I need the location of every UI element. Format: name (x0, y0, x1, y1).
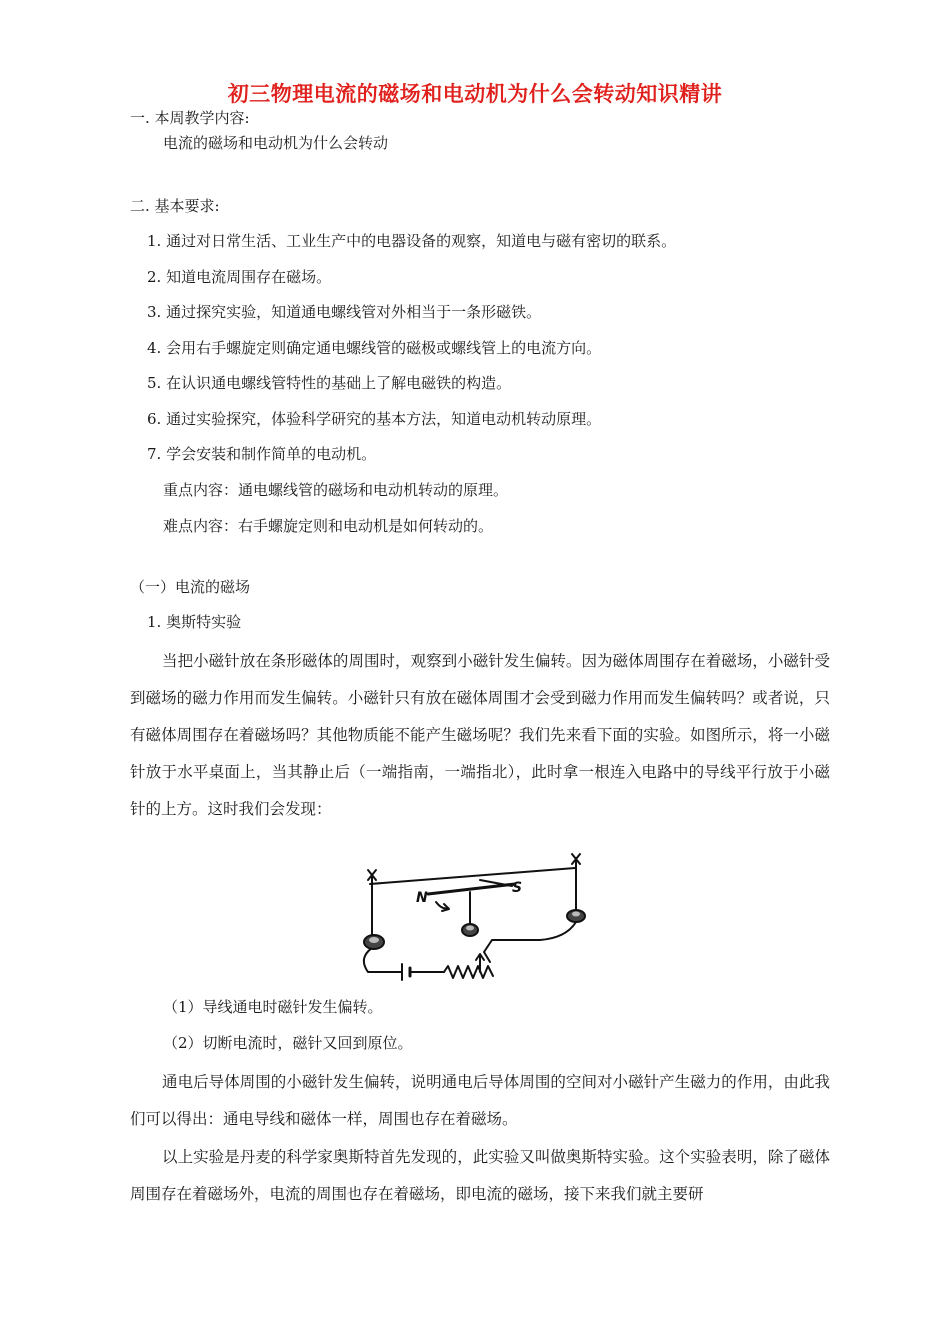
requirement-item-5: 5. 在认识通电螺线管特性的基础上了解电磁铁的构造。 (147, 374, 512, 392)
section-heading-requirements: 二. 基本要求: (130, 197, 220, 215)
bottom-right-wire (484, 922, 576, 962)
requirement-item-1: 1. 通过对日常生活、工业生产中的电器设备的观察，知道电与磁有密切的联系。 (147, 232, 677, 250)
requirement-item-4: 4. 会用右手螺旋定则确定通电螺线管的磁极或螺线管上的电流方向。 (147, 339, 602, 357)
label-south: S (512, 880, 523, 896)
observation-1: （1）导线通电时磁针发生偏转。 (163, 998, 383, 1016)
sub-heading-oersted-experiment: 1. 奥斯特实验 (147, 613, 242, 631)
key-point-text: 重点内容：通电螺线管的磁场和电动机转动的原理。 (163, 481, 509, 499)
label-north: N (416, 890, 428, 906)
oersted-experiment-diagram (340, 840, 600, 990)
oersted-experiment-figure (340, 840, 600, 990)
section-heading-teaching-content: 一. 本周教学内容: (130, 109, 250, 127)
paragraph-oersted-discovery-text: 以上实验是丹麦的科学家奥斯特首先发现的，此实验又叫做奥斯特实验。这个实验表明，除了磁体周围存在着磁场外，电流的周围也存在着磁场，即电流的磁场，接下来我们就主要研 (130, 1148, 830, 1203)
overhead-wire (370, 868, 575, 884)
rheostat (444, 966, 493, 978)
paragraph-oersted-intro (130, 643, 830, 828)
requirement-item-6: 6. 通过实验探究，体验科学研究的基本方法，知道电动机转动原理。 (147, 410, 602, 428)
document-title: 初三物理电流的磁场和电动机为什么会转动知识精讲 (227, 82, 723, 106)
requirement-item-7: 7. 学会安装和制作简单的电动机。 (147, 445, 377, 463)
part-heading-current-magnetic-field: （一）电流的磁场 (130, 578, 251, 596)
paragraph-conclusion-text: 通电后导体周围的小磁针发生偏转，说明通电后导体周围的空间对小磁针产生磁力的作用，由此我们可以得出：通电导线和磁体一样，周围也存在着磁场。 (130, 1073, 830, 1128)
requirement-item-3: 3. 通过探究实验，知道通电螺线管对外相当于一条形磁铁。 (147, 303, 542, 321)
teaching-content-text: 电流的磁场和电动机为什么会转动 (163, 134, 389, 152)
requirement-item-2: 2. 知道电流周围存在磁场。 (147, 268, 332, 286)
paragraph-conclusion (130, 1064, 830, 1139)
paragraph-oersted-discovery (130, 1139, 830, 1214)
magnetic-needle (428, 884, 515, 894)
observation-2: （2）切断电流时，磁针又回到原位。 (163, 1034, 413, 1052)
paragraph-oersted-intro-text: 当把小磁针放在条形磁体的周围时，观察到小磁针发生偏转。因为磁体周围存在着磁场，小磁针受到磁场的磁力作用而发生偏转。小磁针只有放在磁体周围才会受到磁力作用而发生偏转吗？或者说，只有磁体周围存在着磁场吗？其他物质能不能产生磁场呢？我们先来看下面的实验。如图所示，将一小磁针放于水平桌面上，当其静止后（一端指南，一端指北），此时拿一根连入电路中的导线平行放于小磁针的上方。这时我们会发现： (130, 652, 830, 818)
difficult-point-text: 难点内容：右手螺旋定则和电动机是如何转动的。 (163, 517, 494, 535)
bottom-left-wire (364, 948, 402, 972)
